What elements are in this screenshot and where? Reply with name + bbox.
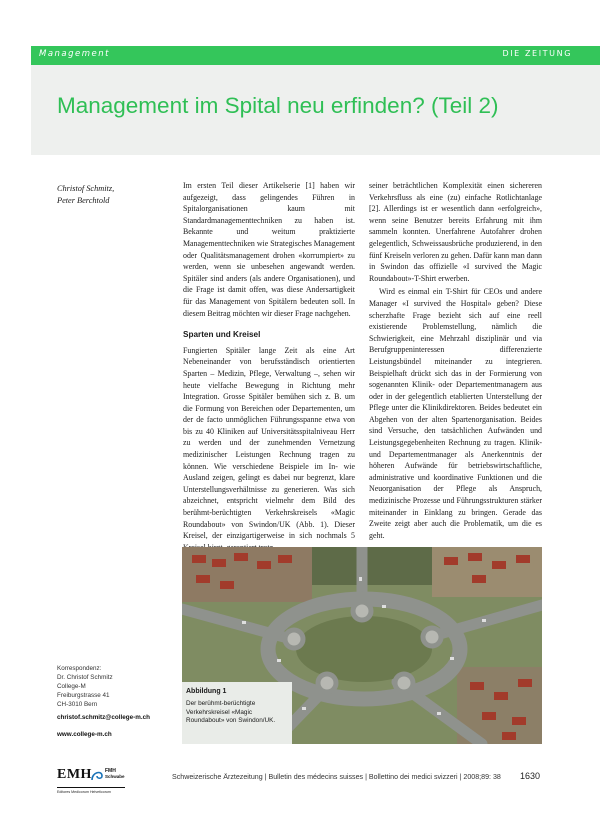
text-column-1 — [183, 180, 355, 553]
body-paragraph: Wird es einmal ein T-Shirt für CEOs und andere Manager «I survived the Hospital» geben? Diese scherzhafte Frage bezieht sich auf eine reell existierende Problemstellung, nämlich die Schwierigkeit, eine Mehrzahl disziplinär und via Berufgruppeninteressen differenzierte Leistungsbündel miteinander zu integrieren. Beispielhaft drückt sich das in der Formierung von sogenannten Klinik- oder Departementmanagern aus oder in der gelegentlich etablierten Unterstellung der Pflege unter die Klinikdirektoren. Beides bedeutet ein Abgehen von der alten Spartenorganisation. Beides sind Versuche, den tatsächlichen Aufwänden und Leistungsgegebenheiten Rechnung zu tragen. Klinik- und Departementmanager als Anerkenntnis der höheren Aufwände für betriebswirtschaftliche, administrative und koordinative Funktionen und die Neuorganisation der Pflege als Anspruch, medizinische Prozesse und Führungsstrukturen stärker miteinander in Einklang zu bringen. Gerade das Zweite zeigt aber auch die Problematik, um die es geht. — [369, 287, 542, 540]
author-name: Christof Schmitz, — [57, 184, 115, 193]
correspondence-line: Korrespondenz: — [57, 665, 102, 672]
article-title: Management im Spital neu erfinden? (Teil 2) — [57, 93, 499, 118]
correspondence-block — [57, 665, 172, 740]
section-label: Management — [39, 49, 110, 59]
correspondence-email[interactable]: christof.schmitz@college-m.ch — [57, 713, 150, 721]
logo-subtitle: Editores Medicorum Helveticorum — [57, 790, 111, 794]
section-band — [31, 46, 600, 65]
correspondence-line: CH-3010 Bern — [57, 700, 98, 708]
swirl-icon — [90, 768, 104, 787]
body-paragraph: seiner beträchtlichen Komplexität einen sichereren Verkehrsfluss als eine (zu) einfache Rotlichtanlage [2]. Allerdings ist er wesentlich dann «erfolgreich», wenn seine Benutzer bereits Erfahrung mit ihm sammeln konnten. Unerfahrene Autofahrer drohen gelegentlich, Schweissausbrüche produzierend, in den fünf Kreiseln verloren zu gehen. Dafür kann man dann in Swindon das offizielle «I survived the Magic Roundabout»-T-Shirt erwerben. — [369, 181, 542, 283]
figure-title: Abbildung 1 — [186, 688, 227, 695]
author-name: Peter Berchtold — [57, 196, 110, 205]
figure-caption-box — [182, 682, 292, 744]
title-area — [31, 65, 600, 155]
logo-divider — [57, 787, 125, 788]
logo-side-text — [105, 769, 125, 779]
author-block — [57, 183, 167, 207]
logo-fmh: FMH — [105, 768, 116, 774]
figure-caption: Der berühmt-berüchtigte Verkehrskreisel «Magic Roundabout» von Swindon/UK. — [186, 700, 276, 725]
correspondence-line: Dr. Christof Schmitz — [57, 673, 113, 681]
body-paragraph: Fungierten Spitäler lange Zeit als eine Art Nebeneinander von berufsständisch orientierten Sparten – Medizin, Pflege, Verwaltung –, sehen wir heute vielfache Bewegung in Richtung mehr Integration. Grosse Spitäler bemühen sich z. B. um die Formung von Bereichen oder Departementen, um der de facto unmöglichen Führungsspanne etwa von bis zu 40 Kliniken auf Universitätsspitalniveau Herr zu werden und der zunehmenden Vernetzung medizinischer Leistungen Rechnung tragen zu können. Wie verschiedene Beispiele im In- wie Ausland zeigen, gelingt es dabei nur begrenzt, klare Unterstellungsverhältnisse zu generieren. Was sich abzeichnet, entspricht vielmehr dem Bild des berühmt-berüchtigten Verkehrskreisels «Magic Roundabout» von Swindon/UK (Abb. 1). Dieser Kreisel, der einzigartigerweise in sich nochmals 5 — [183, 345, 355, 541]
correspondence-line: College-M — [57, 682, 86, 690]
logo-schwabe: Schwabe — [105, 774, 125, 779]
intro-paragraph: Im ersten Teil dieser Artikelserie [1] haben wir aufgezeigt, dass gelingendes Führen in Spitalorganisationen kaum mit Standardmanagementtechniken zu haben ist. Bekannte und weitum praktizierte Managementtechniken wie Strategisches Management oder Qualitätsmanagement drohen «korrumpiert» zu werden, wenn sie unbesehen angewandt werden. Spitäler sind anders (als andere Organisationen), und die Frage ist damit offen, was diese Andersartigkeit für das Management von Spitälern bedeuten soll. In diesem Beitrag möchten wir dieser Frage nachgehen. — [183, 181, 355, 318]
page-number: 1630 — [520, 771, 541, 781]
logo-main-text: EMH — [57, 767, 92, 782]
subheading: Sparten und Kreisel — [183, 330, 261, 340]
correspondence-website[interactable]: www.college-m.ch — [57, 731, 112, 739]
correspondence-line: Freiburgstrasse 41 — [57, 691, 110, 699]
text-column-2 — [369, 180, 542, 541]
brand-label: DIE ZEITUNG — [502, 49, 572, 58]
journal-footer: Schweizerische Ärztezeitung | Bulletin des médecins suisses | Bollettino dei medici svizzeri | 2008;89: 38 — [172, 773, 501, 781]
emh-logo — [57, 765, 147, 801]
